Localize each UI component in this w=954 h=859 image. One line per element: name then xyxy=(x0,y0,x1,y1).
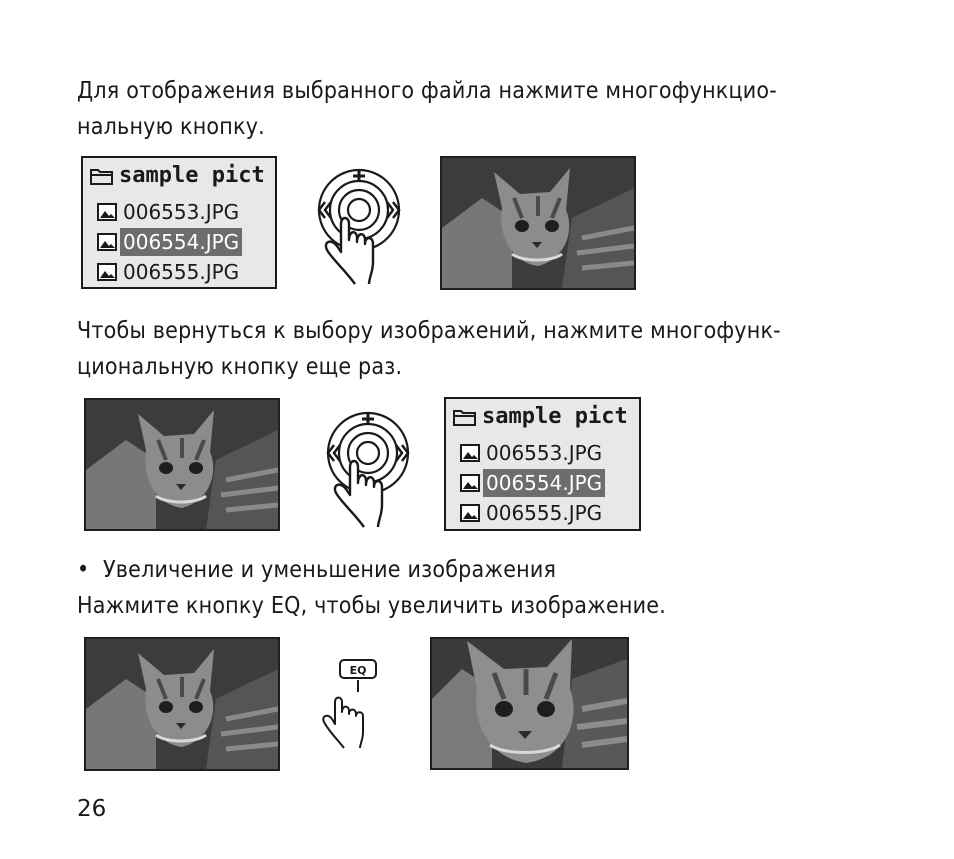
instruction-open-file xyxy=(77,73,897,145)
bullet-heading xyxy=(77,552,897,588)
file-name: 006553.JPG xyxy=(486,441,603,465)
text-line: Для отображения выбранного файла нажмите многофункцио- xyxy=(77,78,777,104)
file-name: 006553.JPG xyxy=(123,200,240,224)
file-name: 006555.JPG xyxy=(486,501,603,525)
cat-photo-normal xyxy=(84,398,280,531)
folder-title xyxy=(452,403,628,431)
text-line: Чтобы вернуться к выбору изображений, нажмите многофунк- xyxy=(77,318,781,344)
multifunction-button-press-icon xyxy=(322,405,418,529)
folder-title xyxy=(89,162,265,190)
page-number: 26 xyxy=(77,796,107,822)
text-line: циональную кнопку еще раз. xyxy=(77,354,403,380)
text-line: Нажмите кнопку EQ, чтобы увеличить изображение. xyxy=(77,593,667,619)
file-name: 006554.JPG xyxy=(483,469,605,497)
eq-button-label: EQ xyxy=(349,664,367,677)
image-file-icon xyxy=(97,203,117,221)
file-row-selected[interactable] xyxy=(97,228,242,256)
file-name: 006554.JPG xyxy=(120,228,242,256)
cat-photo-normal xyxy=(440,156,636,290)
bullet-heading-text: Увеличение и уменьшение изображения xyxy=(102,557,557,583)
eq-button-press-icon xyxy=(318,658,380,750)
folder-icon xyxy=(89,166,115,186)
folder-icon xyxy=(452,407,478,427)
file-row[interactable] xyxy=(460,499,605,527)
instruction-return-to-list xyxy=(77,313,897,385)
section-zoom xyxy=(77,552,897,624)
image-file-icon xyxy=(97,263,117,281)
folder-name: sample pict xyxy=(119,163,265,188)
file-row-selected[interactable] xyxy=(460,469,605,497)
image-file-icon xyxy=(460,504,480,522)
file-browser-screen-2 xyxy=(444,397,641,531)
cat-photo-normal xyxy=(84,637,280,771)
multifunction-button-press-icon xyxy=(313,162,409,286)
file-row[interactable] xyxy=(460,439,605,467)
file-row[interactable] xyxy=(97,258,242,286)
image-file-icon xyxy=(460,474,480,492)
image-file-icon xyxy=(460,444,480,462)
cat-photo-zoomed xyxy=(430,637,629,770)
file-row[interactable] xyxy=(97,198,242,226)
file-name: 006555.JPG xyxy=(123,260,240,284)
image-file-icon xyxy=(97,233,117,251)
file-browser-screen-1 xyxy=(81,156,277,289)
text-line: нальную кнопку. xyxy=(77,114,265,140)
bullet: • xyxy=(77,557,90,583)
folder-name: sample pict xyxy=(482,404,628,429)
